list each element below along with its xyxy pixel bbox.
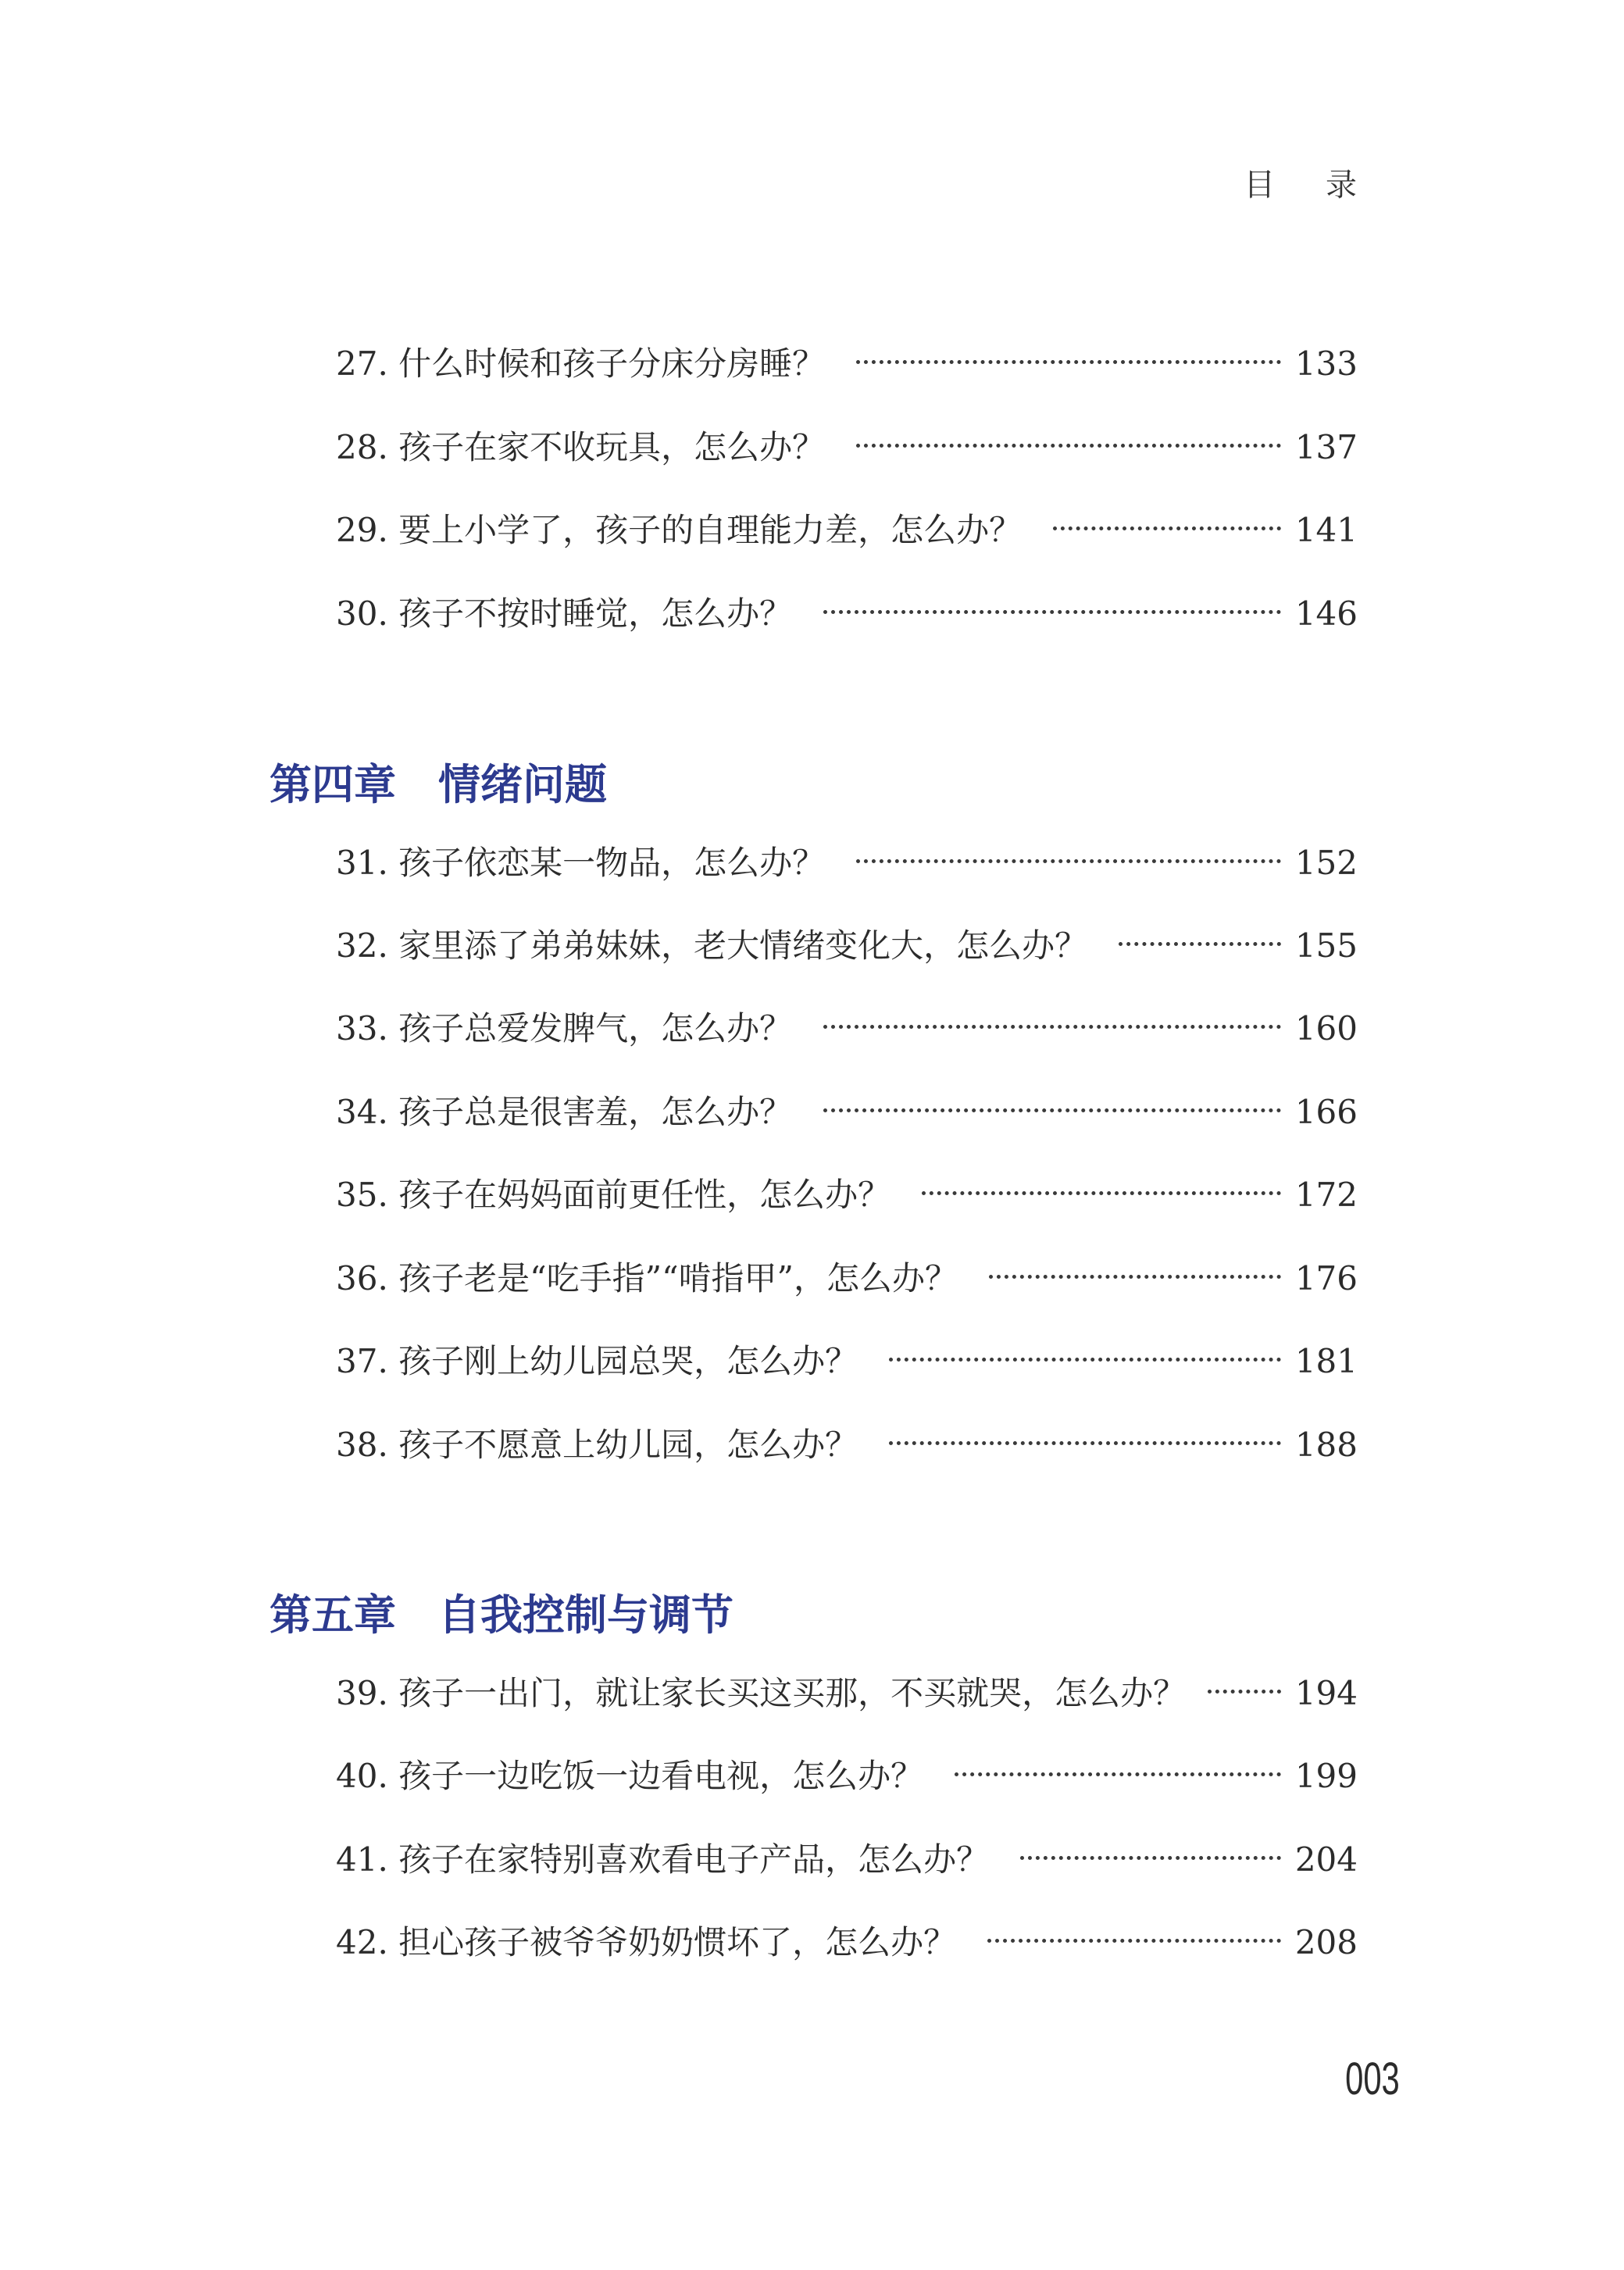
dot-leader <box>856 859 1281 863</box>
toc-entry[interactable] <box>336 507 1358 554</box>
toc-entry-page: 141 <box>1294 511 1358 549</box>
toc-entry-page: 181 <box>1294 1342 1358 1380</box>
toc-entry-label: 31. 孩子依恋某一物品，怎么办？ <box>336 844 826 882</box>
page-number: 003 <box>1345 2054 1400 2104</box>
dot-leader <box>987 1939 1281 1943</box>
dot-leader <box>989 1275 1281 1279</box>
toc-entry-label: 32. 家里添了弟弟妹妹，老大情绪变化大，怎么办？ <box>336 926 1088 965</box>
toc-entry-page: 166 <box>1294 1093 1358 1131</box>
toc-entry[interactable] <box>336 1338 1358 1385</box>
toc-entry[interactable] <box>336 1089 1358 1136</box>
toc-entry-page: 204 <box>1294 1840 1358 1879</box>
toc-entry-label: 38. 孩子不愿意上幼儿园，怎么办？ <box>336 1426 858 1464</box>
toc-entry[interactable] <box>336 1422 1358 1469</box>
dot-leader <box>1020 1856 1281 1860</box>
dot-leader <box>1208 1690 1281 1694</box>
dot-leader <box>889 1358 1281 1362</box>
toc-entry-label: 28. 孩子在家不收玩具，怎么办？ <box>336 428 826 466</box>
dot-leader <box>823 1025 1281 1029</box>
dot-leader <box>823 1108 1281 1112</box>
toc-entry[interactable] <box>336 1919 1358 1966</box>
toc-entry[interactable] <box>336 1670 1358 1717</box>
toc-entry[interactable] <box>336 923 1358 969</box>
toc-entry[interactable] <box>336 341 1358 387</box>
toc-entry-page: 160 <box>1294 1009 1358 1048</box>
toc-entry-page: 152 <box>1294 844 1358 882</box>
dot-leader <box>889 1441 1281 1445</box>
toc-entry-page: 194 <box>1294 1674 1358 1712</box>
toc-entry-page: 146 <box>1294 594 1358 633</box>
toc-entry[interactable] <box>336 840 1358 887</box>
toc-entry[interactable] <box>336 1255 1358 1302</box>
dot-leader <box>1053 526 1281 530</box>
dot-leader <box>856 444 1281 448</box>
dot-leader <box>922 1191 1281 1195</box>
toc-entry-label: 42. 担心孩子被爷爷奶奶惯坏了，怎么办？ <box>336 1923 957 1961</box>
toc-entry-page: 188 <box>1294 1426 1358 1464</box>
toc-entry-label: 39. 孩子一出门，就让家长买这买那，不买就哭，怎么办？ <box>336 1674 1187 1712</box>
toc-entry-label: 37. 孩子刚上幼儿园总哭，怎么办？ <box>336 1342 858 1380</box>
toc-entry-page: 133 <box>1294 344 1358 383</box>
toc-entry-page: 137 <box>1294 428 1358 466</box>
dot-leader <box>856 360 1281 364</box>
toc-entry[interactable] <box>336 1172 1358 1219</box>
chapter-title[interactable]: 第五章 自我控制与调节 <box>269 1590 733 1640</box>
toc-entry[interactable] <box>336 1753 1358 1800</box>
dot-leader <box>955 1772 1281 1776</box>
toc-entry-page: 172 <box>1294 1176 1358 1214</box>
toc-entry-label: 30. 孩子不按时睡觉，怎么办？ <box>336 594 793 633</box>
toc-entry-label: 29. 要上小学了，孩子的自理能力差，怎么办？ <box>336 511 1023 549</box>
toc-entry-label: 27. 什么时候和孩子分床分房睡？ <box>336 344 826 383</box>
toc-entry-label: 41. 孩子在家特别喜欢看电子产品，怎么办？ <box>336 1840 990 1879</box>
toc-entry-page: 176 <box>1294 1259 1358 1297</box>
toc-entry[interactable] <box>336 591 1358 637</box>
toc-entry[interactable] <box>336 1005 1358 1052</box>
toc-entry-page: 155 <box>1294 926 1358 965</box>
toc-entry-label: 36. 孩子老是“吃手指”“啃指甲”，怎么办？ <box>336 1259 958 1297</box>
chapter-title[interactable]: 第四章 情绪问题 <box>269 760 607 809</box>
toc-entry[interactable] <box>336 424 1358 471</box>
running-header: 目 录 <box>1244 167 1377 203</box>
toc-entry-label: 33. 孩子总爱发脾气，怎么办？ <box>336 1009 793 1048</box>
toc-entry-page: 208 <box>1294 1923 1358 1961</box>
toc-entry-label: 34. 孩子总是很害羞，怎么办？ <box>336 1093 793 1131</box>
dot-leader <box>1119 942 1281 946</box>
toc-entry[interactable] <box>336 1836 1358 1883</box>
toc-entry-page: 199 <box>1294 1757 1358 1795</box>
toc-entry-label: 40. 孩子一边吃饭一边看电视，怎么办？ <box>336 1757 924 1795</box>
dot-leader <box>823 610 1281 614</box>
toc-entry-label: 35. 孩子在妈妈面前更任性，怎么办？ <box>336 1176 891 1214</box>
